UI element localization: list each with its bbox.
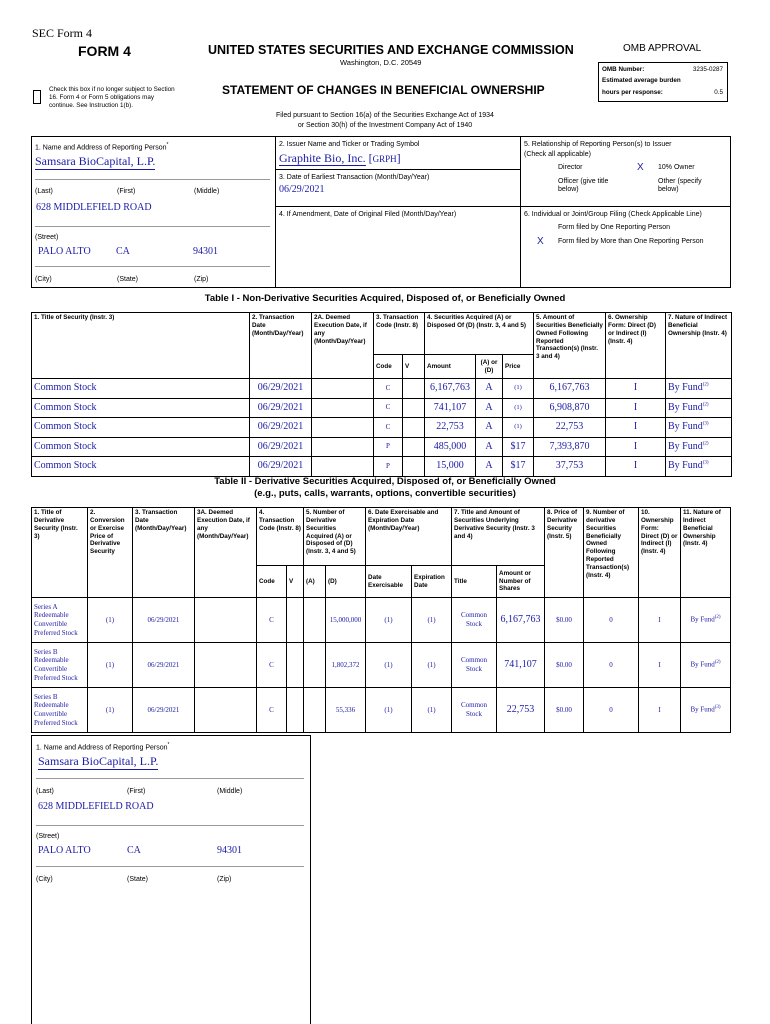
city-label: (City): [35, 276, 52, 283]
statement-title: STATEMENT OF CHANGES IN BENEFICIAL OWNERSHIP: [222, 83, 545, 97]
t1-code: C: [374, 418, 403, 438]
ticker-symbol: GRPH: [372, 154, 397, 164]
t1-date: 06/29/2021: [250, 437, 312, 457]
t1-owned: 37,753: [534, 457, 606, 477]
t1-nature: By Fund$^{(3)}$: [666, 457, 732, 477]
omb-hours-value: 0.5: [714, 89, 723, 96]
t2-exp: (1): [412, 643, 452, 688]
t2-h-underlying: 7. Title and Amount of Securities Underlying Derivative Security (Instr. 3 and 4): [452, 508, 545, 566]
issuer-name: Graphite Bio, Inc.: [279, 151, 366, 165]
t2-title: Series A Redeemable Convertible Preferred Stock: [32, 598, 88, 643]
table2-title: Table II - Derivative Securities Acquired, Disposed of, or Beneficially Owned: [214, 476, 556, 487]
t2-form: I: [639, 598, 681, 643]
t2-title: Series B Redeemable Convertible Preferred Stock: [32, 688, 88, 733]
omb-burden-label: Estimated average burden: [602, 77, 681, 84]
doc-label: SEC Form 4: [32, 26, 93, 40]
city-value: PALO ALTO: [38, 246, 91, 257]
t1-form: I: [606, 379, 666, 399]
t2-code: C: [257, 688, 287, 733]
t1-title: Common Stock: [32, 379, 250, 399]
t1-form: I: [606, 457, 666, 477]
director-label: Director: [558, 164, 583, 171]
t1-price: (1): [503, 418, 534, 438]
t2-owned: 0: [584, 688, 639, 733]
table-row: [32, 457, 732, 477]
t2-h-date-exercisable: Date Exercisable: [366, 566, 412, 598]
reporting-person-name: Samsara BioCapital, L.P.: [35, 154, 156, 168]
t2-h-date: 3. Transaction Date (Month/Day/Year): [133, 508, 195, 598]
t2-h-number: 5. Number of Derivative Securities Acquired (A) or Disposed of (D) (Instr. 3, 4 and 5): [304, 508, 366, 566]
t1-deemed: [312, 379, 374, 399]
table-row: [32, 398, 732, 418]
table2-subtitle: (e.g., puts, calls, warrants, options, convertible securities): [254, 488, 516, 499]
no-longer-subject-checkbox[interactable]: [33, 90, 41, 104]
table-row: [32, 688, 731, 733]
zip-value: 94301: [193, 246, 218, 257]
one-person-label: Form filed by One Reporting Person: [558, 224, 671, 231]
t2-a: [304, 688, 326, 733]
t2-h-v: V: [287, 566, 304, 598]
box6-label: 6. Individual or Joint/Group Filing (Check Applicable Line): [524, 211, 702, 218]
table-row: [32, 379, 732, 399]
t1-form: I: [606, 398, 666, 418]
t1-ad: A: [476, 398, 503, 418]
t2-ua: 741,107: [497, 643, 545, 688]
omb-hours-label: hours per response:: [602, 89, 663, 96]
t1-h-code: 3. Transaction Code (Instr. 8): [374, 313, 425, 355]
bottom-reporting-person-box: [31, 735, 311, 1024]
t2-h-code: 4. Transaction Code (Instr. 8): [257, 508, 304, 566]
bottom-state-label: (State): [127, 876, 149, 883]
form-title: FORM 4: [78, 43, 131, 59]
more-persons-label: Form filed by More than One Reporting Person: [558, 238, 704, 245]
t2-exp: (1): [412, 598, 452, 643]
t2-ut: Common Stock: [452, 598, 497, 643]
table-row: [32, 418, 732, 438]
t1-price: $17: [503, 437, 534, 457]
bottom-zip-label: (Zip): [217, 876, 232, 883]
t2-h-shares: Amount or Number of Shares: [497, 566, 545, 598]
t1-nature: By Fund$^{(2)}$: [666, 379, 732, 399]
box2-label: 2. Issuer Name and Ticker or Trading Symbol: [279, 141, 420, 148]
t2-deemed: [195, 643, 257, 688]
t1-owned: 6,908,870: [534, 398, 606, 418]
t2-title: Series B Redeemable Convertible Preferred Stock: [32, 643, 88, 688]
t1-title: Common Stock: [32, 437, 250, 457]
t1-v: [403, 457, 425, 477]
t1-h-amount-owned: 5. Amount of Securities Beneficially Owned Following Reported Transaction(s) (Instr. 3 and 4): [534, 313, 606, 379]
box5-sublabel: (Check all applicable): [524, 151, 591, 158]
bottom-zip-value: 94301: [217, 845, 242, 856]
street-value: 628 MIDDLEFIELD ROAD: [36, 202, 152, 213]
t2-v: [287, 688, 304, 733]
box1-label: 1. Name and Address of Reporting Person*: [35, 142, 169, 152]
more-persons-check: X: [537, 236, 544, 247]
agency-location: Washington, D.C. 20549: [340, 58, 422, 67]
zip-label: (Zip): [194, 276, 209, 283]
t1-deemed: [312, 457, 374, 477]
t1-ad: A: [476, 379, 503, 399]
t2-h-nature: 11. Nature of Indirect Beneficial Ownership (Instr. 4): [681, 508, 731, 598]
t1-date: 06/29/2021: [250, 379, 312, 399]
t2-ua: 6,167,763: [497, 598, 545, 643]
t2-ua: 22,753: [497, 688, 545, 733]
t1-h-ownership-form: 6. Ownership Form: Direct (D) or Indirect (I) (Instr. 4): [606, 313, 666, 379]
bottom-street-label: (Street): [36, 833, 60, 840]
table-row: [32, 643, 731, 688]
box4-label: 4. If Amendment, Date of Original Filed (Month/Day/Year): [279, 211, 457, 218]
other-label: Other (specify below): [658, 178, 702, 194]
t1-price: (1): [503, 379, 534, 399]
t1-h-date: 2. Transaction Date (Month/Day/Year): [250, 313, 312, 379]
t2-v: [287, 643, 304, 688]
t1-h-acquired: 4. Securities Acquired (A) or Disposed Of (D) (Instr. 3, 4 and 5): [425, 313, 534, 355]
t2-ut: Common Stock: [452, 688, 497, 733]
t1-amount: 15,000: [425, 457, 476, 477]
agency-title: UNITED STATES SECURITIES AND EXCHANGE COMMISSION: [208, 43, 574, 57]
t1-amount: 741,107: [425, 398, 476, 418]
table1-non-derivative: [31, 312, 732, 477]
street-label: (Street): [35, 234, 59, 241]
t2-ex: (1): [366, 598, 412, 643]
t1-date: 06/29/2021: [250, 398, 312, 418]
t2-exp: (1): [412, 688, 452, 733]
t2-a: [304, 598, 326, 643]
first-label: (First): [117, 188, 136, 195]
t2-v: [287, 598, 304, 643]
t2-nature: By Fund$^{(3)}$: [681, 688, 731, 733]
t1-h-amount: Amount: [425, 355, 476, 379]
t1-nature: By Fund$^{(3)}$: [666, 418, 732, 438]
t2-ex: (1): [366, 643, 412, 688]
omb-number-label: OMB Number:: [602, 66, 645, 73]
t2-form: I: [639, 688, 681, 733]
omb-number-value: 3235-0287: [692, 66, 723, 73]
t1-owned: 6,167,763: [534, 379, 606, 399]
t1-amount: 6,167,763: [425, 379, 476, 399]
t1-ad: A: [476, 457, 503, 477]
t2-date: 06/29/2021: [133, 598, 195, 643]
t2-form: I: [639, 643, 681, 688]
t1-v: [403, 437, 425, 457]
t2-h-expiration: Expiration Date: [412, 566, 452, 598]
t1-ad: A: [476, 437, 503, 457]
t2-h-price: 8. Price of Derivative Security (Instr. 5): [545, 508, 584, 598]
t2-deemed: [195, 598, 257, 643]
t1-date: 06/29/2021: [250, 418, 312, 438]
t1-amount: 22,753: [425, 418, 476, 438]
t1-v: [403, 379, 425, 399]
t1-amount: 485,000: [425, 437, 476, 457]
t2-a: [304, 643, 326, 688]
t2-d: 15,000,000: [326, 598, 366, 643]
t2-h-owned: 9. Number of derivative Securities Beneficially Owned Following Reported Transaction(s) (Instr. 4): [584, 508, 639, 598]
bottom-middle-label: (Middle): [217, 788, 243, 795]
t2-ex: (1): [366, 688, 412, 733]
t2-code: C: [257, 598, 287, 643]
t1-title: Common Stock: [32, 398, 250, 418]
t2-h-exercisable: 6. Date Exercisable and Expiration Date (Month/Day/Year): [366, 508, 452, 566]
t1-nature: By Fund$^{(2)}$: [666, 398, 732, 418]
omb-box: [598, 62, 728, 102]
t2-price: $0.00: [545, 688, 584, 733]
t1-deemed: [312, 437, 374, 457]
t2-owned: 0: [584, 643, 639, 688]
t1-h-price: Price: [503, 355, 534, 379]
t2-h-form: 10. Ownership Form: Direct (D) or Indirect (I) (Instr. 4): [639, 508, 681, 598]
t2-h-code-sub: Code: [257, 566, 287, 598]
t2-h-title: 1. Title of Derivative Security (Instr. 3): [32, 508, 88, 598]
t2-h-a: (A): [304, 566, 326, 598]
t2-d: 1,802,372: [326, 643, 366, 688]
state-value: CA: [116, 246, 130, 257]
t1-h-v: V: [403, 355, 425, 379]
table1-title: Table I - Non-Derivative Securities Acquired, Disposed of, or Beneficially Owned: [204, 293, 566, 304]
t1-v: [403, 418, 425, 438]
t1-owned: 22,753: [534, 418, 606, 438]
t1-deemed: [312, 398, 374, 418]
officer-label: Officer (give title below): [558, 178, 609, 194]
t2-conv: (1): [88, 643, 133, 688]
t2-price: $0.00: [545, 598, 584, 643]
table-row: [32, 437, 732, 457]
t2-conv: (1): [88, 598, 133, 643]
bottom-city-value: PALO ALTO: [38, 845, 91, 856]
omb-approval-title: OMB APPROVAL: [623, 43, 702, 54]
director-check: X: [637, 162, 644, 173]
issuer-row: Graphite Bio, Inc. [GRPH]: [279, 151, 401, 165]
t1-code: C: [374, 379, 403, 399]
t2-deemed: [195, 688, 257, 733]
bottom-first-label: (First): [127, 788, 146, 795]
t2-conv: (1): [88, 688, 133, 733]
t1-title: Common Stock: [32, 457, 250, 477]
filed-pursuant-2: or Section 30(h) of the Investment Company Act of 1940: [297, 122, 473, 129]
checkbox-label: Check this box if no longer subject to Section 16. Form 4 or Form 5 obligations may continue. See Instruction 1(b).: [49, 86, 175, 109]
t2-h-deemed: 3A. Deemed Execution Date, if any (Month/Day/Year): [195, 508, 257, 598]
t1-h-aord: (A) or (D): [476, 355, 503, 379]
t1-v: [403, 398, 425, 418]
t2-date: 06/29/2021: [133, 643, 195, 688]
t1-code: C: [374, 398, 403, 418]
t1-code: P: [374, 437, 403, 457]
box5-label: 5. Relationship of Reporting Person(s) to Issuer: [524, 141, 672, 148]
table2-derivative: [31, 507, 731, 733]
t1-h-deemed: 2A. Deemed Execution Date, if any (Month/Day/Year): [312, 313, 374, 379]
t1-ad: A: [476, 418, 503, 438]
last-label: (Last): [35, 188, 53, 195]
bottom-last-label: (Last): [36, 788, 54, 795]
t2-code: C: [257, 643, 287, 688]
filed-pursuant-1: Filed pursuant to Section 16(a) of the Securities Exchange Act of 1934: [276, 112, 494, 119]
t1-h-nature: 7. Nature of Indirect Beneficial Ownership (Instr. 4): [666, 313, 732, 379]
t1-price: $17: [503, 457, 534, 477]
t1-h-code-sub: Code: [374, 355, 403, 379]
t2-price: $0.00: [545, 643, 584, 688]
bottom-label: 1. Name and Address of Reporting Person*: [36, 742, 170, 752]
box3-label: 3. Date of Earliest Transaction (Month/Day/Year): [279, 174, 430, 181]
bottom-street-value: 628 MIDDLEFIELD ROAD: [38, 801, 154, 812]
t2-h-d: (D): [326, 566, 366, 598]
t2-date: 06/29/2021: [133, 688, 195, 733]
earliest-transaction-date: 06/29/2021: [279, 184, 325, 195]
t2-ut: Common Stock: [452, 643, 497, 688]
ten-percent-owner-label: 10% Owner: [658, 164, 695, 171]
middle-label: (Middle): [194, 188, 220, 195]
t1-code: P: [374, 457, 403, 477]
t1-owned: 7,393,870: [534, 437, 606, 457]
t1-date: 06/29/2021: [250, 457, 312, 477]
t2-d: 55,336: [326, 688, 366, 733]
state-label: (State): [117, 276, 139, 283]
bottom-city-label: (City): [36, 876, 53, 883]
t2-nature: By Fund$^{(2)}$: [681, 598, 731, 643]
t1-title: Common Stock: [32, 418, 250, 438]
bottom-person-name: Samsara BioCapital, L.P.: [38, 754, 159, 768]
t2-h-conversion: 2. Conversion or Exercise Price of Derivative Security: [88, 508, 133, 598]
t1-price: (1): [503, 398, 534, 418]
bottom-state-value: CA: [127, 845, 141, 856]
t1-h-title: 1. Title of Security (Instr. 3): [32, 313, 250, 379]
t2-h-underlying-title: Title: [452, 566, 497, 598]
t2-owned: 0: [584, 598, 639, 643]
t1-form: I: [606, 437, 666, 457]
table-row: [32, 598, 731, 643]
t1-form: I: [606, 418, 666, 438]
t1-nature: By Fund$^{(2)}$: [666, 437, 732, 457]
t1-deemed: [312, 418, 374, 438]
t2-nature: By Fund$^{(2)}$: [681, 643, 731, 688]
